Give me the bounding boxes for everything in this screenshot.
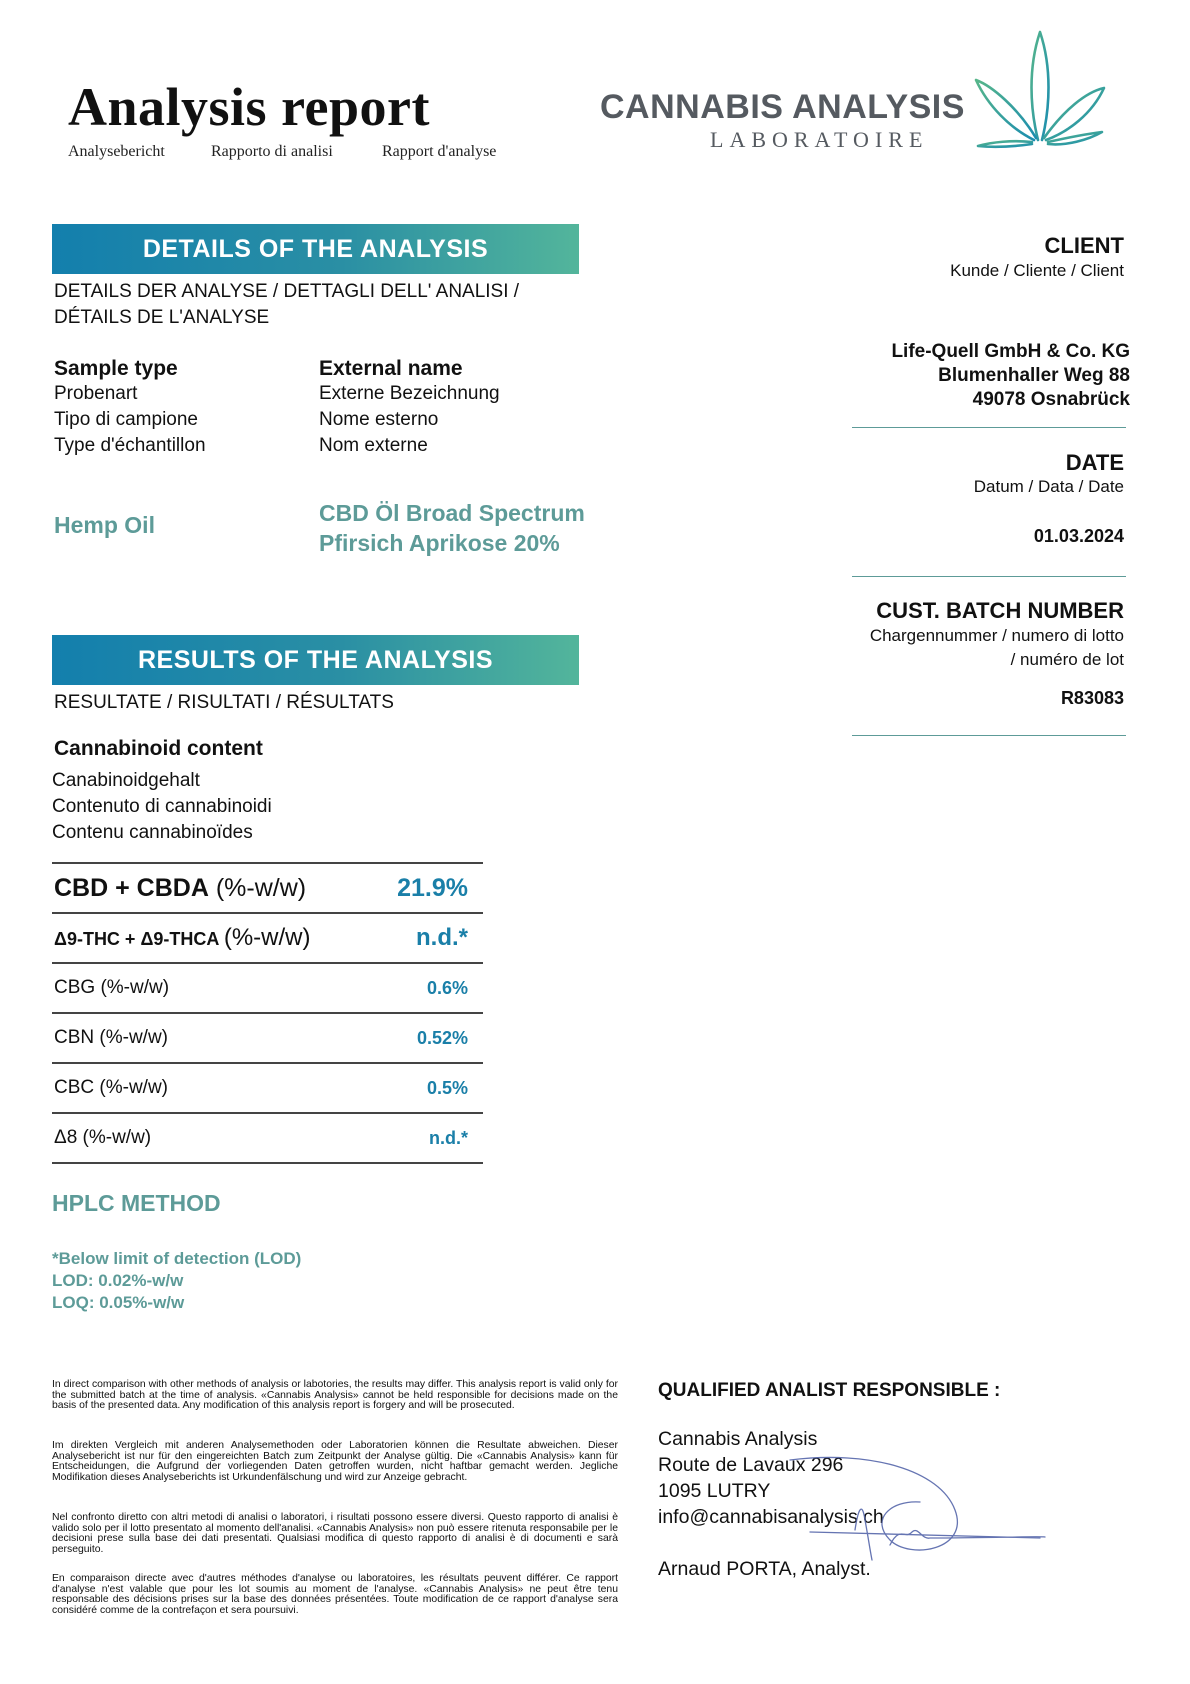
analyst-company: Cannabis Analysis [658, 1428, 818, 1450]
row-value: 21.9% [397, 873, 468, 902]
report-title: Analysis report [68, 77, 431, 137]
row-label: Δ8 (%-w/w) [54, 1127, 152, 1148]
disclaimer-en: In direct comparison with other methods of analysis or labotories, the results may differ. This analysis report is valid only for the submitted batch at the time of analysis. «Cannabis Analysis» cannot be held responsible for decisions made on the basis of the presented data. Any modification of this analysis report is forgery and will be prosecuted. [52, 1379, 618, 1412]
row-value: n.d.* [416, 924, 468, 951]
client-name: Life-Quell GmbH & Co. KG [891, 341, 1130, 362]
sample-type-value: Hemp Oil [54, 512, 155, 538]
cannabinoid-block [54, 737, 263, 761]
batch-sub-line1: Chargennummer / numero di lotto [869, 626, 1124, 645]
disclaimer-de: Im direkten Vergleich mit anderen Analysemethoden oder Laboratorien können die Resultate abweichen. Dieser Analysebericht ist nur für den eingereichten Batch zum Zeitpunkt der Analyse gültig. Die «Cannabis Analysis» kann für Entscheidungen, die Aufgrund der vorliegenden Daten getroffen wurden, nicht haftbar gemacht werden. Jegliche Modifikation dieses Analyseberichts ist Urkundenfälschung und wird zur Anzeige gebracht. [52, 1440, 618, 1483]
date-value: 01.03.2024 [1033, 526, 1124, 546]
cannabinoid-heading: Cannabinoid content [54, 737, 263, 760]
row-label [54, 924, 311, 952]
row-label [54, 874, 306, 903]
external-name-heading: External name [319, 357, 463, 380]
table-row-cbn [52, 1012, 483, 1062]
results-sub: RESULTATE / RISULTATI / RÉSULTATS [54, 692, 394, 713]
row-value: 0.6% [426, 977, 468, 998]
row-value: n.d.* [429, 1127, 468, 1148]
cannabinoid-de: Canabinoidgehalt [52, 770, 200, 791]
details-sub-line1: DETAILS DER ANALYSE / DETTAGLI DELL' ANALISI / [54, 281, 520, 302]
subtitle-it: Rapporto di analisi [211, 143, 333, 160]
external-name-fr: Nom externe [319, 435, 428, 456]
client-sub: Kunde / Cliente / Client [950, 261, 1124, 280]
cannabis-leaf-icon [970, 28, 1110, 150]
external-name-value-line2: Pfirsich Aprikose 20% [319, 530, 560, 556]
results-banner: RESULTS OF THE ANALYSIS [52, 635, 579, 685]
table-row-thc [52, 912, 483, 962]
batch-value: R83083 [1060, 688, 1124, 708]
logo-wordmark: CANNABIS ANALYSIS [600, 88, 965, 126]
row-value: 0.5% [426, 1077, 468, 1098]
batch-sub [870, 624, 1124, 672]
analyst-city: 1095 LUTRY [658, 1480, 771, 1502]
analyst-name: Arnaud PORTA, Analyst. [658, 1558, 871, 1580]
sample-type-de: Probenart [54, 383, 138, 404]
row-label: CBG (%-w/w) [54, 977, 170, 998]
details-banner: DETAILS OF THE ANALYSIS [52, 224, 579, 274]
cannabinoid-translations [52, 768, 272, 846]
sample-type-heading: Sample type [54, 357, 178, 380]
client-city: 49078 Osnabrück [972, 389, 1130, 410]
date-heading: DATE [1065, 450, 1124, 475]
lod-note: *Below limit of detection (LOD) [52, 1249, 302, 1268]
cannabinoid-it: Contenuto di cannabinoidi [52, 796, 272, 817]
row-name: CBD + CBDA [54, 873, 209, 902]
row-unit: (%-w/w) [215, 873, 307, 902]
date-sub: Datum / Data / Date [973, 477, 1124, 496]
logo-subword: LABORATOIRE [710, 127, 929, 152]
divider [852, 427, 1126, 428]
table-row-cbc [52, 1062, 483, 1112]
divider [852, 576, 1126, 577]
loq-value: LOQ: 0.05%-w/w [52, 1293, 185, 1312]
batch-heading: CUST. BATCH NUMBER [876, 598, 1124, 623]
lod-block [52, 1248, 301, 1314]
analyst-heading: QUALIFIED ANALIST RESPONSIBLE : [658, 1380, 1001, 1401]
batch-sub-line2: / numéro de lot [1010, 650, 1124, 669]
disclaimer-fr: En comparaison directe avec d'autres méthodes d'analyse ou laboratoires, les résultats peuvent différer. Ce rapport d'analyse n'est valable que pour les lot soumis au moment de l'analyse. «Cannabis Analysis» ne peut être tenu responsable des décisions prises sur la base des données présentées. Toute modification de ce rapport d'analyse sera considéré comme de la contrefaçon et sera poursuivi. [52, 1573, 618, 1616]
subtitle-fr: Rapport d'analyse [382, 143, 497, 160]
row-name: Δ9-THC + Δ9-THCA [54, 929, 220, 949]
external-name-value [319, 498, 585, 558]
table-row-cbd [52, 862, 483, 912]
external-name-value-line1: CBD Öl Broad Spectrum [319, 500, 585, 526]
analyst-email: info@cannabisanalysis.ch [658, 1506, 884, 1528]
row-label: CBC (%-w/w) [54, 1077, 168, 1098]
external-name-de: Externe Bezeichnung [319, 383, 500, 404]
disclaimer-it: Nel confronto diretto con altri metodi di analisi o laboratori, i risultati possono essere diversi. Questo rapporto di analisi è valido solo per il lotto presentato al momento dell'analisi. «Cannabis Analysis» non può essere ritenuta responsabile per le decisioni prese sulla base dei dati presentati. Qualsiasi modifica di questo rapporto di analisi è di documenti e sarà perseguito. [52, 1512, 618, 1555]
row-value: 0.52% [416, 1027, 468, 1048]
client-address [891, 340, 1130, 412]
details-sub-line2: DÉTAILS DE L'ANALYSE [54, 307, 270, 328]
cannabinoid-fr: Contenu cannabinoïdes [52, 822, 253, 843]
subtitle-de: Analysebericht [68, 143, 165, 160]
sample-type-block [54, 357, 206, 459]
client-street: Blumenhaller Weg 88 [938, 365, 1130, 386]
analyst-street: Route de Lavaux 296 [658, 1454, 844, 1476]
external-name-it: Nome esterno [319, 409, 439, 430]
sample-type-it: Tipo di campione [54, 409, 198, 430]
sample-type-fr: Type d'échantillon [54, 435, 206, 456]
external-name-block [319, 357, 500, 459]
analyst-signature [690, 1440, 1110, 1580]
row-unit: (%-w/w) [223, 924, 311, 951]
method-label: HPLC METHOD [52, 1190, 221, 1216]
client-heading: CLIENT [1044, 233, 1124, 258]
table-row-cbg [52, 962, 483, 1012]
divider [852, 735, 1126, 736]
row-label: CBN (%-w/w) [54, 1027, 168, 1048]
table-row-d8 [52, 1112, 483, 1164]
lod-value: LOD: 0.02%-w/w [52, 1271, 184, 1290]
